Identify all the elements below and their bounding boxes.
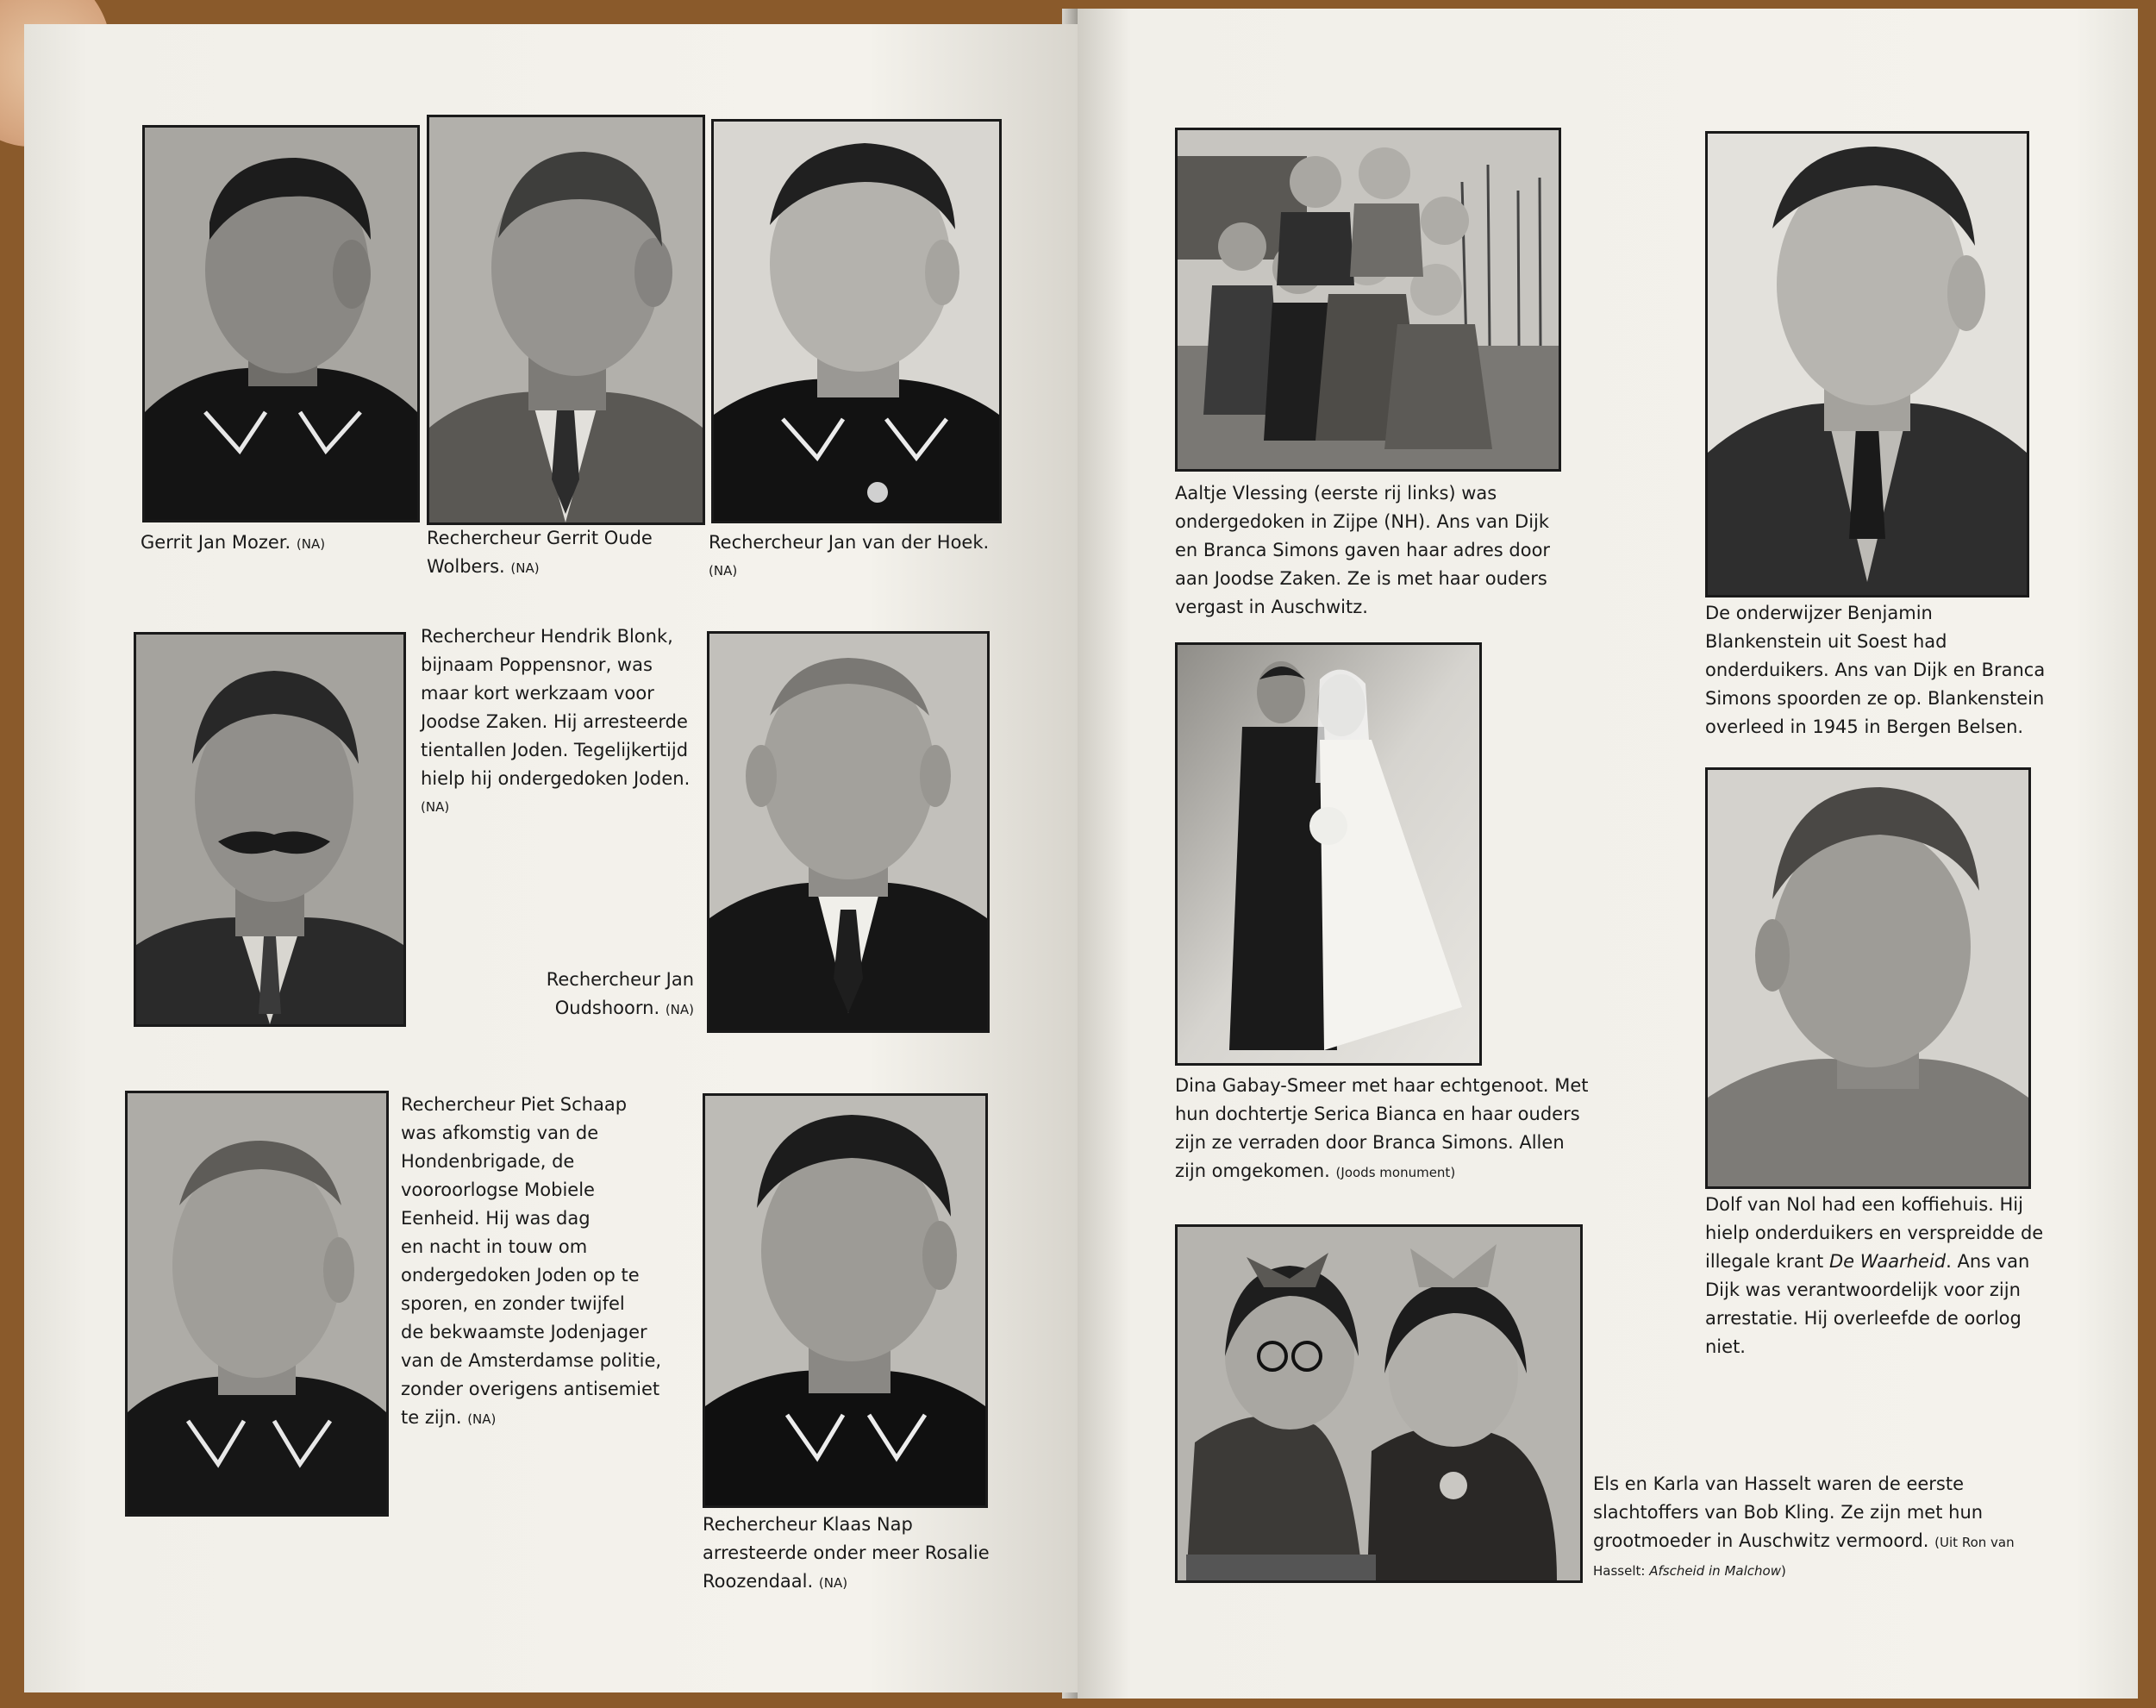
caption-source: (NA) [510, 560, 540, 576]
photo-hendrik-blonk [134, 632, 406, 1027]
photo-gerrit-jan-mozer [142, 125, 420, 522]
caption-schaap: Rechercheur Piet Schaap was afkomstig van de Hondenbrigade, de vooroorlogse Mobiele Eenheid. Hij was dag en nacht in touw om ondergedoken Joden op te sporen, en zonder twijfel de bekwaamste Jodenjager van de Amsterdamse politie, zonder overigens antisemiet te zijn. (NA) [401, 1094, 662, 1428]
photo-aaltje-vlessing-group [1175, 128, 1561, 472]
photo-piet-schaap [125, 1091, 389, 1517]
caption-source: (NA) [296, 536, 326, 552]
caption-source: (NA) [421, 799, 450, 815]
caption-van-hasselt: Els en Karla van Hasselt waren de eerste slachtoffers van Bob Kling. Ze zijn met hun grootmoeder in Auschwitz vermoord. (Uit Ron van Hasselt: Afscheid in Malchow) [1593, 1470, 2028, 1586]
photo-gerrit-oude-wolbers [427, 115, 705, 525]
caption-nap: Rechercheur Klaas Nap arresteerde onder meer Rosalie Roozendaal. (NA) [703, 1514, 990, 1592]
caption-source: (Uit Ron van [1934, 1535, 2015, 1550]
caption-vlessing: Aaltje Vlessing (eerste rij links) was ondergedoken in Zijpe (NH). Ans van Dijk en Branca Simons gaven haar adres door aan Joodse Zaken. Ze is met haar ouders vergast in Auschwitz. [1175, 483, 1551, 617]
caption-mozer: Gerrit Jan Mozer. (NA) [141, 532, 326, 553]
photo-jan-oudshoorn [707, 631, 990, 1033]
photo-dina-gabay-smeer-wedding [1175, 642, 1482, 1066]
photo-jan-van-der-hoek [711, 119, 1002, 523]
caption-blonk: Rechercheur Hendrik Blonk, bijnaam Poppensnor, was maar kort werkzaam voor Joodse Zaken. Hij arresteerde tientallen Joden. Tegelijkertijd hielp hij ondergedoken Joden. (NA) [421, 623, 705, 822]
caption-source: (NA) [818, 1575, 848, 1591]
photo-els-en-karla-van-hasselt [1175, 1224, 1583, 1583]
caption-oudshoorn: Rechercheur Jan Oudshoorn. (NA) [546, 969, 694, 1018]
caption-van-der-hoek: Rechercheur Jan van der Hoek. (NA) [709, 529, 1006, 585]
caption-source: (NA) [467, 1411, 497, 1427]
photo-benjamin-blankenstein [1705, 131, 2029, 597]
caption-gabay-smeer: Dina Gabay-Smeer met haar echtgenoot. Met hun dochtertje Serica Bianca en haar ouders zijn ze verraden door Branca Simons. Allen zijn omgekomen. (Joods monument) [1175, 1075, 1589, 1181]
caption-source: (NA) [665, 1002, 694, 1017]
caption-source: (Joods monument) [1335, 1165, 1456, 1180]
caption-blankenstein: De onderwijzer Benjamin Blankenstein uit Soest had onderduikers. Ans van Dijk en Branca Simons spoorden ze op. Blankenstein overleed in 1945 in Bergen Belsen. [1705, 603, 2046, 737]
caption-oude-wolbers: Rechercheur Gerrit Oude Wolbers. (NA) [427, 528, 653, 577]
caption-van-nol: Dolf van Nol had een koffiehuis. Hij hielp onderduikers en verspreidde de illegale krant De Waarheid. Ans van Dijk was verantwoordelijk voor zijn arrestatie. Hij overleefde de oorlog niet. [1705, 1194, 2044, 1357]
photo-dolf-van-nol [1705, 767, 2031, 1189]
caption-source: (NA) [709, 563, 738, 579]
caption-source: Hasselt: Afscheid in Malchow) [1593, 1563, 1786, 1579]
photo-klaas-nap [703, 1093, 988, 1508]
